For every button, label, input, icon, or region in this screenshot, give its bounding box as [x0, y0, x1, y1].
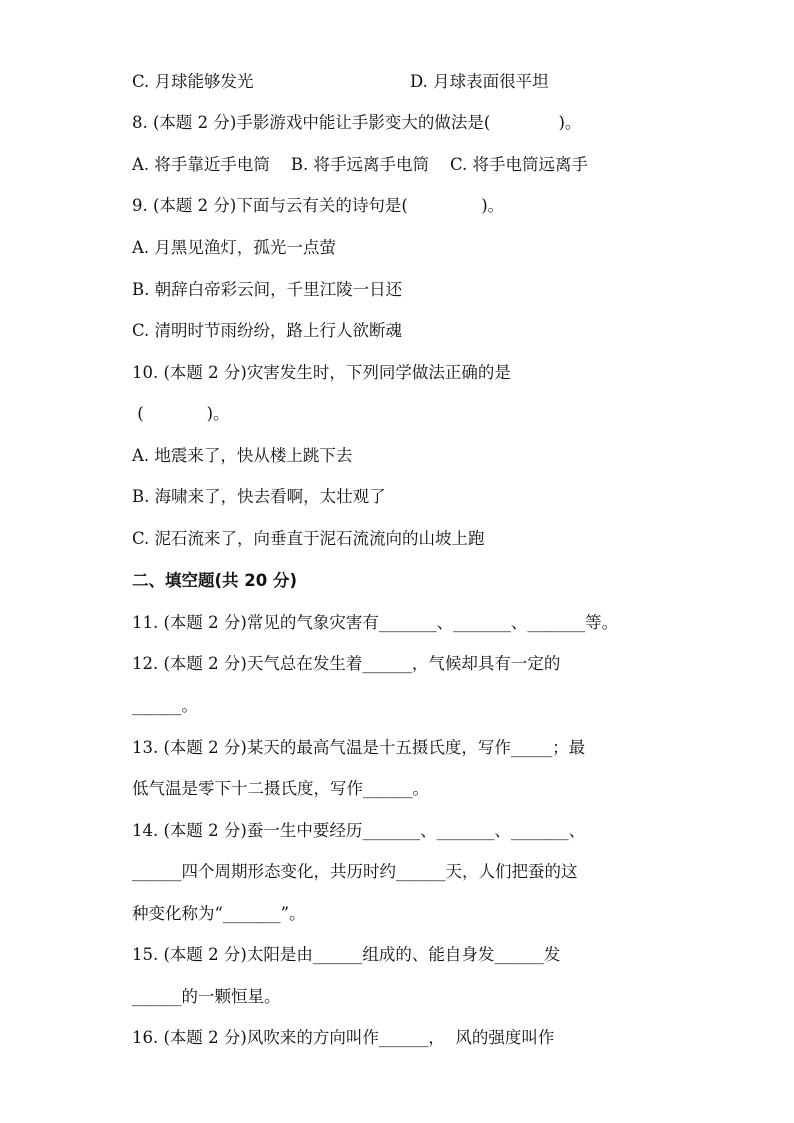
- q12-line-2: ______。: [132, 696, 198, 715]
- q9-stem: 9. (本题 2 分)下面与云有关的诗句是( )。: [132, 196, 505, 215]
- q15-line-2: ______的一颗恒星。: [132, 987, 281, 1006]
- q13-line-1: 13. (本题 2 分)某天的最高气温是十五摄氏度，写作_____；最: [132, 738, 586, 757]
- q7-option-c: C. 月球能够发光: [132, 72, 254, 91]
- q14-line-1: 14. (本题 2 分)蚕一生中要经历_______、_______、_______、: [132, 821, 586, 840]
- q11: 11. (本题 2 分)常见的气象灾害有_______、_______、_______等。: [132, 613, 619, 632]
- q9-option-b: B. 朝辞白帝彩云间，千里江陵一日还: [132, 280, 403, 299]
- q10-stem: 10. (本题 2 分)灾害发生时，下列同学做法正确的是: [132, 363, 511, 382]
- q8-stem: 8. (本题 2 分)手影游戏中能让手影变大的做法是( )。: [132, 113, 582, 132]
- q13-line-2: 低气温是零下十二摄氏度，写作______。: [132, 779, 429, 798]
- q7-option-d: D. 月球表面很平坦: [410, 72, 549, 91]
- q8-options: A. 将手靠近手电筒 B. 将手远离手电筒 C. 将手电筒远离手: [132, 155, 589, 174]
- q10-option-b: B. 海啸来了，快去看啊，太壮观了: [132, 487, 386, 506]
- q10-option-a: A. 地震来了，快从楼上跳下去: [132, 446, 353, 465]
- q9-option-c: C. 清明时节雨纷纷，路上行人欲断魂: [132, 321, 403, 340]
- q16-line-1: 16. (本题 2 分)风吹来的方向叫作______， 风的强度叫作: [132, 1028, 555, 1047]
- q14-line-2: ______四个周期形态变化，共历时约______天，人们把蚕的这: [132, 862, 578, 881]
- section-title: 二、填空题(共 20 分): [132, 571, 298, 590]
- q12-line-1: 12. (本题 2 分)天气总在发生着______，气候却具有一定的: [132, 654, 561, 673]
- q9-option-a: A. 月黑见渔灯，孤光一点萤: [132, 238, 336, 257]
- q10-option-c: C. 泥石流来了，向垂直于泥石流流向的山坡上跑: [132, 529, 485, 548]
- q14-line-3: 种变化称为“_______”。: [132, 904, 306, 923]
- q15-line-1: 15. (本题 2 分)太阳是由______组成的、能自身发______发: [132, 945, 561, 964]
- q10-blank: ( )。: [132, 404, 230, 423]
